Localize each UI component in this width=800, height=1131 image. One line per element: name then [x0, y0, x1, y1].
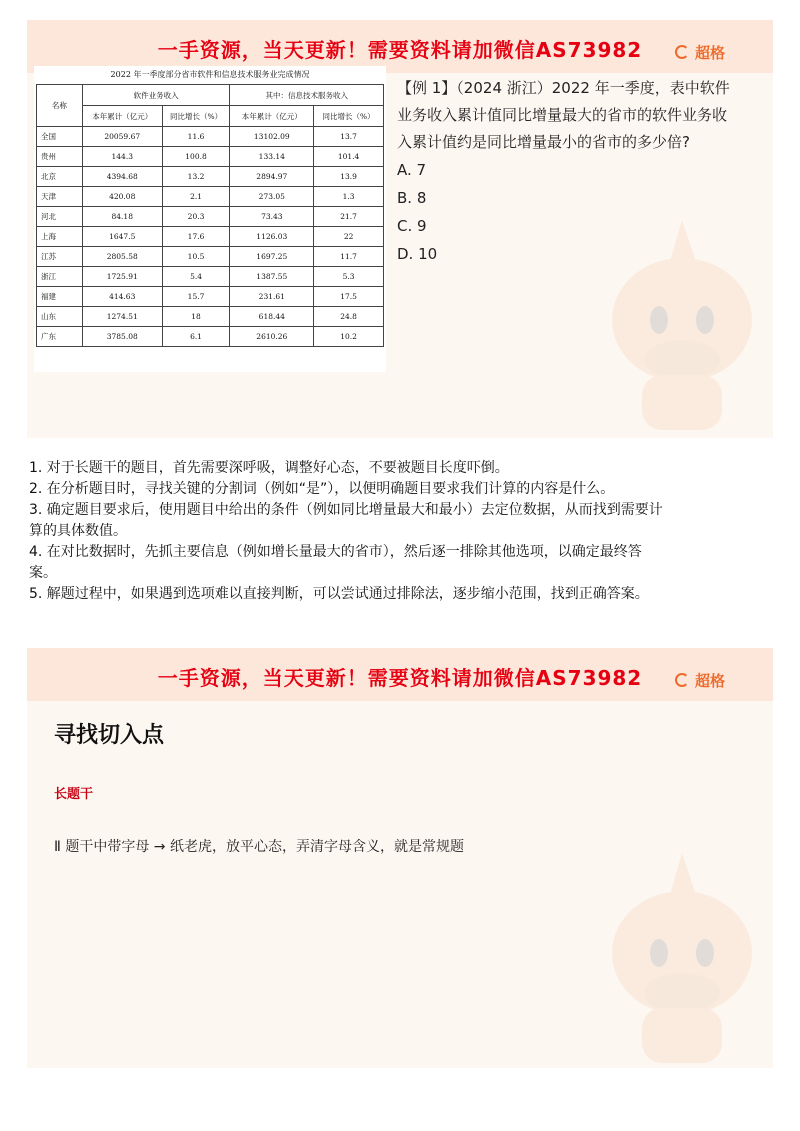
cell: 618.44	[230, 307, 314, 327]
row-name: 江苏	[37, 247, 83, 267]
table-row	[37, 127, 384, 147]
row-name: 浙江	[37, 267, 83, 287]
subheader-cumulative: 本年累计（亿元）	[230, 106, 314, 127]
note-line: 案。	[29, 565, 57, 581]
subheader-cumulative: 本年累计（亿元）	[82, 106, 162, 127]
cell: 1.3	[314, 187, 384, 207]
row-name: 河北	[37, 207, 83, 227]
cell: 73.43	[230, 207, 314, 227]
cell: 4394.68	[82, 167, 162, 187]
table-row	[37, 307, 384, 327]
cell: 13.2	[162, 167, 230, 187]
unicorn-mascot-icon	[587, 843, 767, 1063]
brand-logo	[675, 41, 725, 63]
table-row	[37, 247, 384, 267]
cell: 17.6	[162, 227, 230, 247]
row-name: 全国	[37, 127, 83, 147]
row-name: 贵州	[37, 147, 83, 167]
note-line: 3. 确定题目要求后，使用题目中给出的条件（例如同比增量最大和最小）去定位数据，从而找到需要计	[29, 502, 663, 518]
option-d: D. 10	[397, 245, 438, 263]
cell: 1697.25	[230, 247, 314, 267]
question-block	[397, 75, 763, 268]
table-row	[37, 327, 384, 347]
row-name: 山东	[37, 307, 83, 327]
cell: 2894.97	[230, 167, 314, 187]
cell: 6.1	[162, 327, 230, 347]
cell: 20059.67	[82, 127, 162, 147]
option-b: B. 8	[397, 189, 427, 207]
cell: 15.7	[162, 287, 230, 307]
brand-g-icon	[675, 45, 689, 59]
cell: 273.05	[230, 187, 314, 207]
cell: 2805.58	[82, 247, 162, 267]
note-line: 5. 解题过程中，如果遇到选项难以直接判断，可以尝试通过排除法，逐步缩小范围，找到正确答案。	[29, 586, 649, 602]
cell: 11.6	[162, 127, 230, 147]
table-row	[37, 227, 384, 247]
cell: 5.4	[162, 267, 230, 287]
cell: 100.8	[162, 147, 230, 167]
cell: 20.3	[162, 207, 230, 227]
section-text: Ⅱ 题干中带字母 → 纸老虎，放平心态，弄清字母含义，就是常规题	[54, 839, 464, 855]
header-it-service-revenue: 其中：信息技术服务收入	[230, 85, 384, 106]
note-line: 2. 在分析题目时，寻找关键的分割词（例如“是”），以便明确题目要求我们计算的内容是什么。	[29, 481, 615, 497]
table-row	[37, 207, 384, 227]
cell: 2610.26	[230, 327, 314, 347]
brand-name: 超格	[694, 671, 725, 690]
subheader-growth: 同比增长（%）	[314, 106, 384, 127]
cell: 2.1	[162, 187, 230, 207]
cell: 1725.91	[82, 267, 162, 287]
question-text: 入累计值约是同比增量最小的省市的多少倍?	[397, 133, 690, 151]
banner-text: 一手资源，当天更新！需要资料请加微信AS73982	[157, 38, 643, 62]
cell: 144.3	[82, 147, 162, 167]
brand-logo	[675, 669, 725, 691]
brand-g-icon	[675, 673, 689, 687]
cell: 1647.5	[82, 227, 162, 247]
cell: 11.7	[314, 247, 384, 267]
cell: 22	[314, 227, 384, 247]
header-banner	[27, 648, 773, 701]
row-name: 北京	[37, 167, 83, 187]
note-line: 算的具体数值。	[29, 523, 127, 539]
option-c: C. 9	[397, 217, 427, 235]
table-row	[37, 167, 384, 187]
cell: 13102.09	[230, 127, 314, 147]
data-table	[36, 84, 384, 347]
note-line: 4. 在对比数据时，先抓主要信息（例如增长量最大的省市），然后逐一排除其他选项，以确定最终答	[29, 544, 642, 560]
table-row	[37, 187, 384, 207]
row-name: 广东	[37, 327, 83, 347]
cell: 13.7	[314, 127, 384, 147]
header-software-revenue: 软件业务收入	[82, 85, 230, 106]
cell: 84.18	[82, 207, 162, 227]
cell: 231.61	[230, 287, 314, 307]
cell: 10.5	[162, 247, 230, 267]
section-subtitle: 长题干	[54, 787, 94, 802]
row-name: 上海	[37, 227, 83, 247]
slide-2	[27, 648, 773, 1068]
cell: 5.3	[314, 267, 384, 287]
cell: 101.4	[314, 147, 384, 167]
cell: 24.8	[314, 307, 384, 327]
data-table-image	[34, 66, 386, 372]
table-row	[37, 147, 384, 167]
header-name: 名称	[37, 85, 83, 127]
brand-name: 超格	[694, 43, 725, 62]
subheader-growth: 同比增长（%）	[162, 106, 230, 127]
row-name: 福建	[37, 287, 83, 307]
solution-notes	[29, 458, 773, 605]
cell: 18	[162, 307, 230, 327]
cell: 10.2	[314, 327, 384, 347]
note-line: 1. 对于长题干的题目，首先需要深呼吸，调整好心态，不要被题目长度吓倒。	[29, 460, 509, 476]
cell: 1387.55	[230, 267, 314, 287]
cell: 21.7	[314, 207, 384, 227]
question-text: 【例 1】（2024 浙江）2022 年一季度，表中软件	[397, 79, 730, 97]
option-a: A. 7	[397, 161, 427, 179]
row-name: 天津	[37, 187, 83, 207]
cell: 13.9	[314, 167, 384, 187]
cell: 414.63	[82, 287, 162, 307]
cell: 420.08	[82, 187, 162, 207]
question-text: 业务收入累计值同比增量最大的省市的软件业务收	[397, 106, 728, 124]
table-title: 2022 年一季度部分省市软件和信息技术服务业完成情况	[110, 70, 310, 79]
banner-text: 一手资源，当天更新！需要资料请加微信AS73982	[157, 666, 643, 690]
cell: 17.5	[314, 287, 384, 307]
cell: 1274.51	[82, 307, 162, 327]
table-row	[37, 267, 384, 287]
cell: 1126.03	[230, 227, 314, 247]
cell: 3785.08	[82, 327, 162, 347]
section-title: 寻找切入点	[54, 723, 165, 748]
slide-1	[27, 20, 773, 438]
cell: 133.14	[230, 147, 314, 167]
table-row	[37, 287, 384, 307]
